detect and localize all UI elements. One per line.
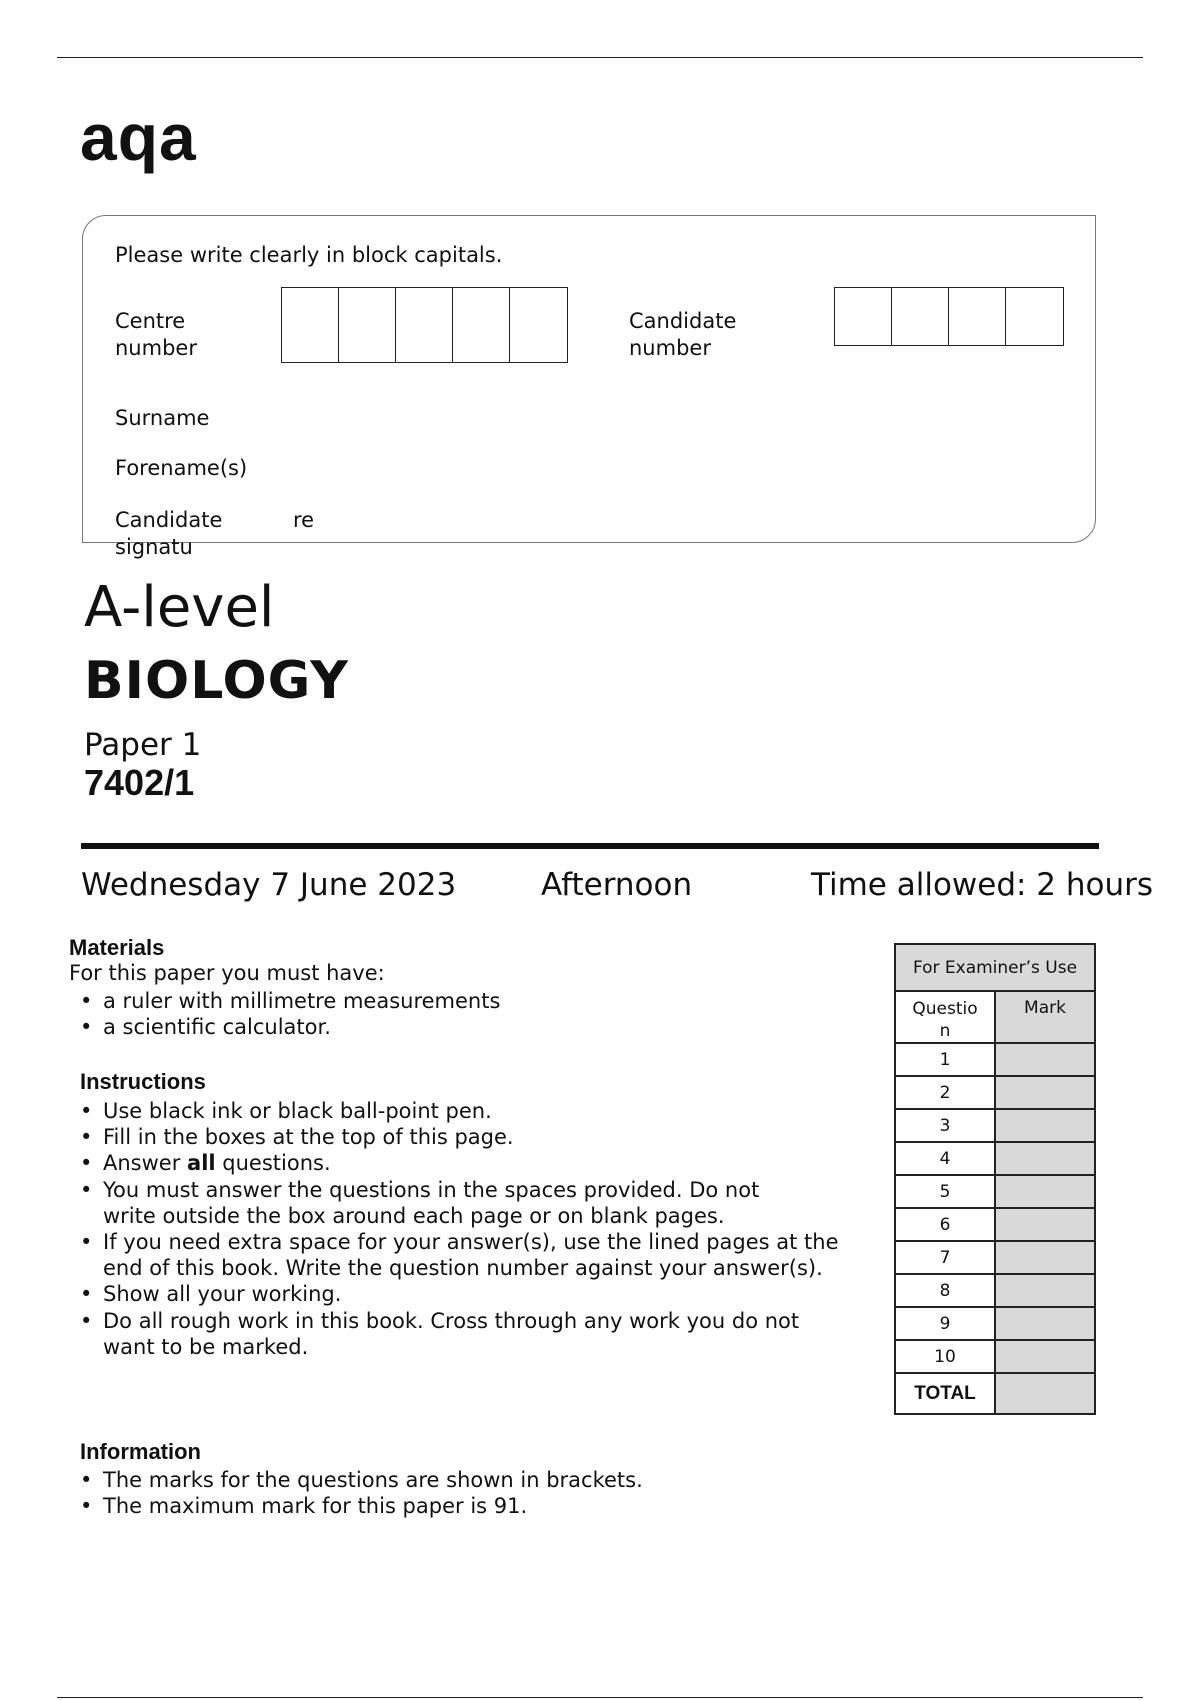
question-number: 10 [895, 1340, 995, 1373]
question-number: 3 [895, 1109, 995, 1142]
centre-number-cell[interactable] [510, 288, 567, 362]
mark-cell [995, 1307, 1095, 1340]
question-number: 1 [895, 1043, 995, 1076]
forenames-label: Forename(s) [115, 456, 248, 480]
mark-cell [995, 1208, 1095, 1241]
examiner-table-header: For Examiner’s Use [895, 944, 1095, 991]
title-divider [81, 843, 1099, 849]
block-capitals-instruction: Please write clearly in block capitals. [115, 243, 503, 267]
mark-cell [995, 1274, 1095, 1307]
list-item: • Use black ink or black ball-point pen. [80, 1098, 850, 1124]
answer-all-text: Answer all questions. [103, 1151, 331, 1176]
bottom-rule [57, 1697, 1143, 1698]
list-item: • Show all your working. [80, 1281, 850, 1307]
candidate-number-cell[interactable] [949, 288, 1006, 345]
question-number: 7 [895, 1241, 995, 1274]
materials-heading: Materials [69, 935, 165, 960]
candidate-number-cell[interactable] [835, 288, 892, 345]
mark-cell [995, 1109, 1095, 1142]
information-heading: Information [80, 1439, 201, 1464]
list-item: • You must answer the questions in the spaces provided. Do not write outside the box around each page or on blank pages. [80, 1177, 760, 1229]
paper-code: 7402/1 [84, 762, 195, 803]
instructions-list [80, 1098, 850, 1360]
centre-number-cell[interactable] [339, 288, 396, 362]
top-rule [57, 57, 1143, 58]
list-item: • The marks for the questions are shown in brackets. [80, 1467, 840, 1493]
list-item: • a ruler with millimetre measurements [80, 988, 840, 1014]
mark-column-header: Mark [995, 991, 1095, 1043]
question-number: 4 [895, 1142, 995, 1175]
mark-cell [995, 1076, 1095, 1109]
mark-cell [995, 1241, 1095, 1274]
subject-title: BIOLOGY [84, 651, 349, 711]
aqa-logo: aqa [80, 100, 197, 174]
time-allowed: Time allowed: 2 hours [811, 867, 1154, 903]
candidate-number-grid[interactable] [834, 287, 1064, 346]
mark-cell [995, 1175, 1095, 1208]
centre-number-label: Centre number [115, 309, 197, 360]
mark-cell [995, 1043, 1095, 1076]
mark-cell [995, 1142, 1095, 1175]
candidate-signature-label-suffix: re [293, 508, 315, 532]
centre-number-grid[interactable] [281, 287, 568, 363]
list-item: • Fill in the boxes at the top of this page. [80, 1124, 850, 1150]
mark-cell [995, 1340, 1095, 1373]
instructions-heading: Instructions [80, 1069, 206, 1094]
question-number: 6 [895, 1208, 995, 1241]
information-list [80, 1467, 840, 1519]
candidate-number-cell[interactable] [892, 288, 949, 345]
surname-label: Surname [115, 406, 210, 430]
list-item [80, 1150, 850, 1176]
list-item: • The maximum mark for this paper is 91. [80, 1493, 840, 1519]
materials-list [80, 988, 840, 1040]
exam-date: Wednesday 7 June 2023 [81, 867, 457, 903]
exam-session: Afternoon [541, 867, 693, 903]
question-number: 5 [895, 1175, 995, 1208]
qualification-level: A-level [84, 575, 275, 640]
emphasis-all: all [187, 1151, 216, 1176]
candidate-number-cell[interactable] [1006, 288, 1063, 345]
examiner-use-table [894, 943, 1096, 1415]
list-item: • If you need extra space for your answer(s), use the lined pages at the end of this book. Write the question number against your answer(s). [80, 1229, 850, 1281]
centre-number-cell[interactable] [453, 288, 510, 362]
total-mark-cell [995, 1373, 1095, 1414]
question-number: 8 [895, 1274, 995, 1307]
list-item: • Do all rough work in this book. Cross through any work you do not want to be marked. [80, 1308, 850, 1360]
materials-intro: For this paper you must have: [69, 961, 385, 985]
candidate-signature-label: Candidate signatu [115, 508, 223, 559]
centre-number-cell[interactable] [396, 288, 453, 362]
candidate-number-label: Candidate number [629, 309, 737, 360]
centre-number-cell[interactable] [282, 288, 339, 362]
total-label: TOTAL [895, 1373, 995, 1414]
question-number: 9 [895, 1307, 995, 1340]
list-item: • a scientific calculator. [80, 1014, 840, 1040]
paper-number: Paper 1 [84, 727, 202, 763]
question-number: 2 [895, 1076, 995, 1109]
question-column-header: Questio n [895, 991, 995, 1043]
